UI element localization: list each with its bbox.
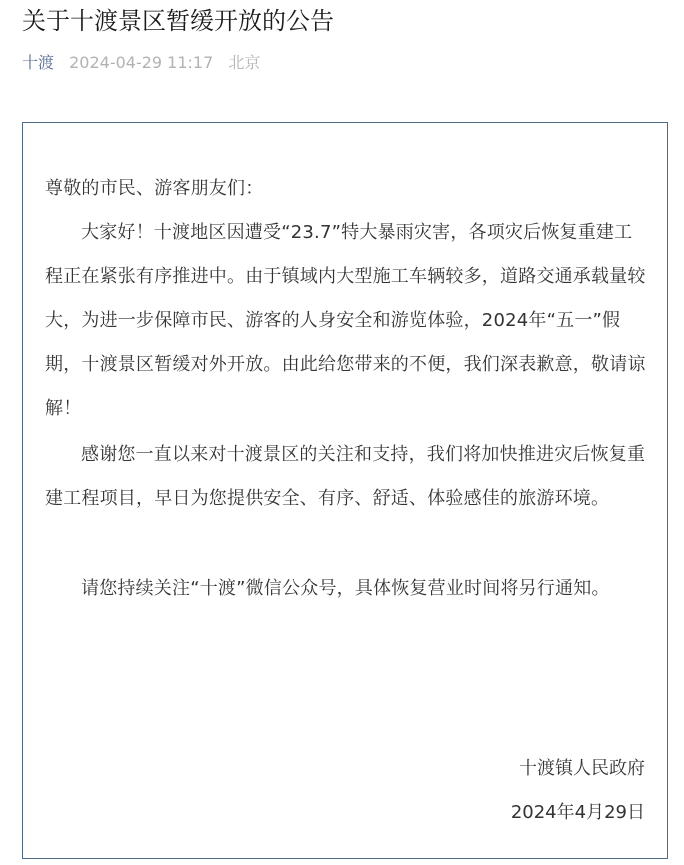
article-title: 关于十渡景区暂缓开放的公告 bbox=[22, 7, 334, 35]
notice-paragraph: 请您持续关注“十渡”微信公众号，具体恢复营业时间将另行通知。 bbox=[81, 578, 610, 599]
notice-body bbox=[22, 122, 668, 859]
signature-organization: 十渡镇人民政府 bbox=[519, 758, 645, 779]
publish-location: 北京 bbox=[228, 53, 261, 72]
notice-greeting: 尊敬的市民、游客朋友们： bbox=[45, 178, 264, 199]
account-name-link[interactable]: 十渡 bbox=[22, 53, 55, 72]
notice-paragraph: 大家好！十渡地区因遭受“23.7”特大暴雨灾害，各项灾后恢复重建工程正在紧张有序推进中。由于镇域内大型施工车辆较多，道路交通承载量较大，为进一步保障市民、游客的人身安全和游览体验，2024年“五一”假期，十渡景区暂缓对外开放。由此给您带来的不便，我们深表歉意，敬请谅解！ bbox=[45, 222, 646, 419]
publish-date: 2024-04-29 11:17 bbox=[69, 53, 214, 72]
notice-paragraph: 感谢您一直以来对十渡景区的关注和支持，我们将加快推进灾后恢复重建工程项目，早日为您提供安全、有序、舒适、体验感佳的旅游环境。 bbox=[45, 444, 646, 509]
article-meta bbox=[22, 51, 260, 75]
signature-date: 2024年4月29日 bbox=[510, 802, 645, 823]
